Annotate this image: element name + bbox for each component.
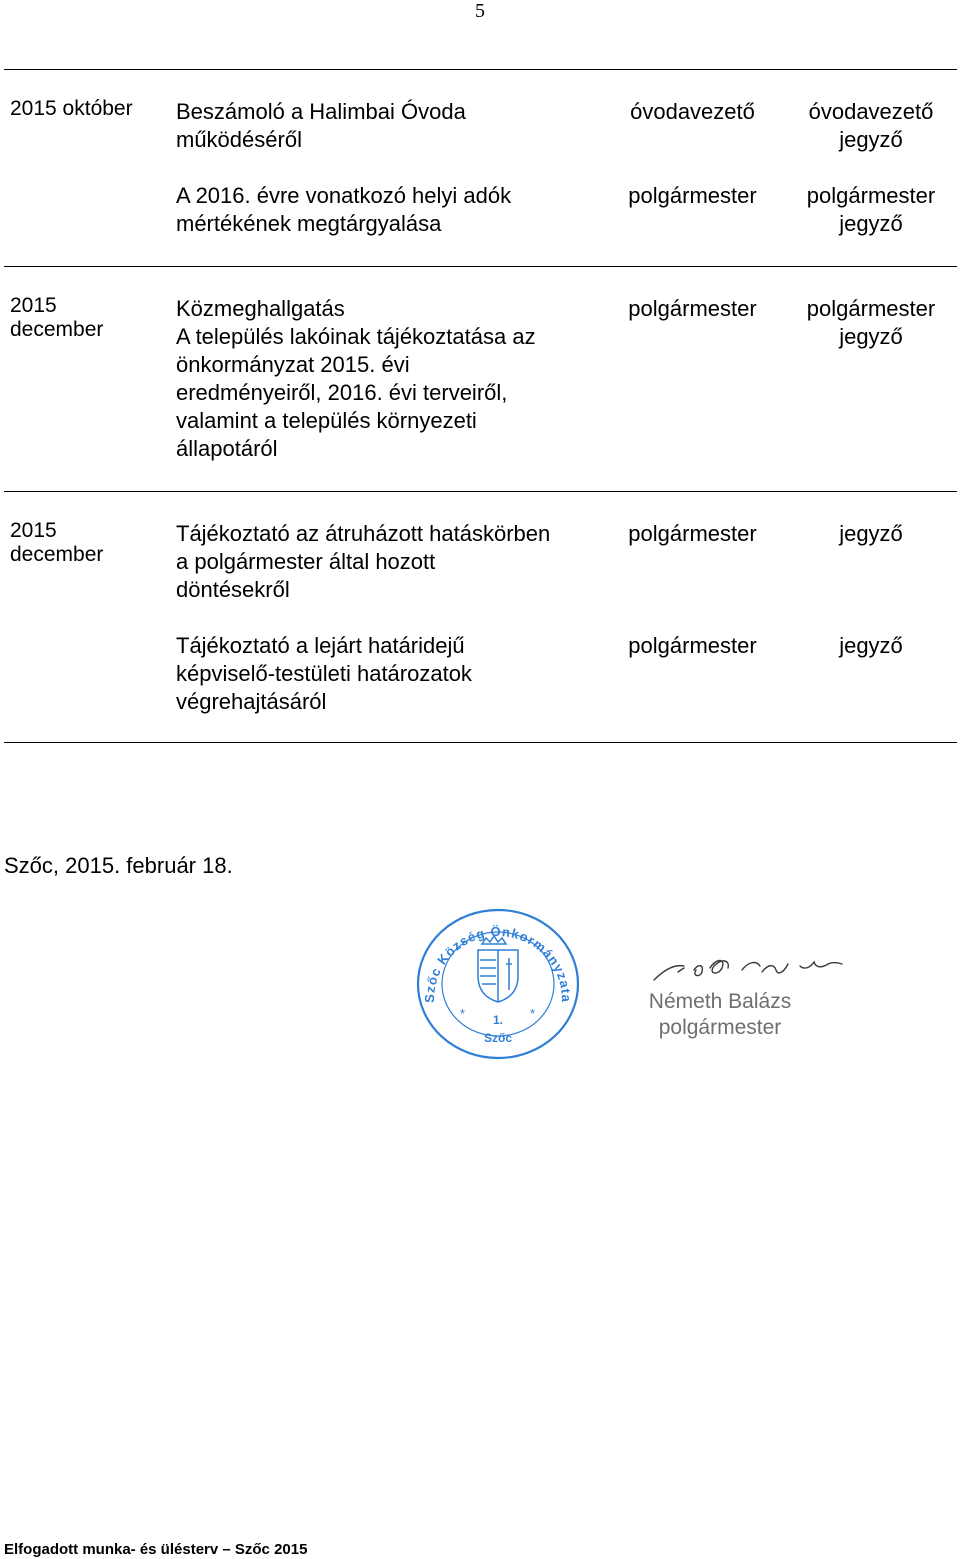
subject-line: Tájékoztató az átruházott hatáskörben: [176, 521, 551, 546]
subject-line: állapotáról: [176, 436, 278, 461]
responsible-line: polgármester: [628, 521, 757, 546]
responsible-line: polgármester: [628, 633, 757, 658]
preparer-cell: [785, 295, 957, 351]
preparer-cell: [785, 520, 957, 548]
subject-line: Tájékoztató a lejárt határidejű: [176, 633, 465, 658]
preparer-line: jegyző: [839, 127, 903, 152]
section-date: [10, 519, 160, 567]
official-stamp: [412, 900, 584, 1060]
subject-line: önkormányzat 2015. évi: [176, 352, 410, 377]
responsible-cell: [610, 632, 775, 660]
table-rule: [4, 742, 957, 743]
preparer-line: polgármester: [806, 183, 936, 208]
subject-line: végrehajtásáról: [176, 689, 327, 714]
agenda-subject: [176, 182, 596, 238]
coat-of-arms-icon: [478, 936, 518, 1002]
section-date: [10, 97, 160, 121]
preparer-line: jegyző: [839, 324, 903, 349]
responsible-cell: [610, 520, 775, 548]
agenda-subject: [176, 632, 596, 716]
subject-line: eredményeiről, 2016. évi terveiről,: [176, 380, 508, 405]
section-date: [10, 294, 160, 342]
responsible-cell: [610, 98, 775, 126]
subject-line: képviselő-testületi határozatok: [176, 661, 472, 686]
signer-title: polgármester: [658, 1016, 782, 1039]
subject-line: mértékének megtárgyalása: [176, 211, 442, 236]
page-number: 5: [475, 0, 485, 22]
subject-line: Beszámoló a Halimbai Óvoda: [176, 99, 466, 124]
subject-line: döntésekről: [176, 577, 290, 602]
date-line: 2015: [10, 519, 57, 542]
handwritten-signature: [650, 950, 850, 988]
svg-text:Szőc Község Önkormányzata: Szőc Község Önkormányzata: [421, 923, 575, 1004]
footer-text: Elfogadott munka- és ülésterv – Szőc 2015: [4, 1541, 308, 1558]
table-rule: [4, 266, 957, 267]
subject-line: A 2016. évre vonatkozó helyi adók: [176, 183, 512, 208]
subject-line: a polgármester által hozott: [176, 549, 436, 574]
subject-line: A település lakóinak tájékoztatása az: [176, 324, 536, 349]
responsible-cell: [610, 182, 775, 210]
agenda-subject: [176, 520, 596, 604]
table-rule: [4, 69, 957, 70]
preparer-cell: [785, 182, 957, 238]
responsible-line: polgármester: [628, 296, 757, 321]
responsible-line: polgármester: [628, 183, 757, 208]
table-rule: [4, 491, 957, 492]
agenda-subject: [176, 98, 596, 154]
responsible-line: óvodavezető: [630, 99, 755, 124]
preparer-line: jegyző: [839, 211, 903, 236]
date-line: 2015 október: [10, 97, 133, 120]
preparer-line: jegyző: [839, 521, 903, 546]
subject-line: Közmeghallgatás: [176, 296, 345, 321]
preparer-cell: [785, 98, 957, 154]
svg-text:1.: 1.: [492, 1013, 504, 1027]
subject-line: működéséről: [176, 127, 302, 152]
responsible-cell: [610, 295, 775, 323]
date-line: december: [10, 543, 104, 566]
preparer-line: jegyző: [839, 633, 903, 658]
preparer-line: óvodavezető: [808, 99, 934, 124]
signer-name: Németh Balázs: [648, 990, 792, 1013]
place-date: Szőc, 2015. február 18.: [4, 853, 233, 878]
svg-text:Szőc: Szőc: [483, 1031, 513, 1045]
agenda-subject: [176, 295, 596, 463]
svg-text:*: *: [460, 1006, 466, 1021]
preparer-line: polgármester: [806, 296, 936, 321]
svg-text:*: *: [530, 1006, 536, 1021]
date-line: 2015: [10, 294, 57, 317]
date-line: december: [10, 318, 104, 341]
preparer-cell: [785, 632, 957, 660]
subject-line: valamint a település környezeti: [176, 408, 477, 433]
